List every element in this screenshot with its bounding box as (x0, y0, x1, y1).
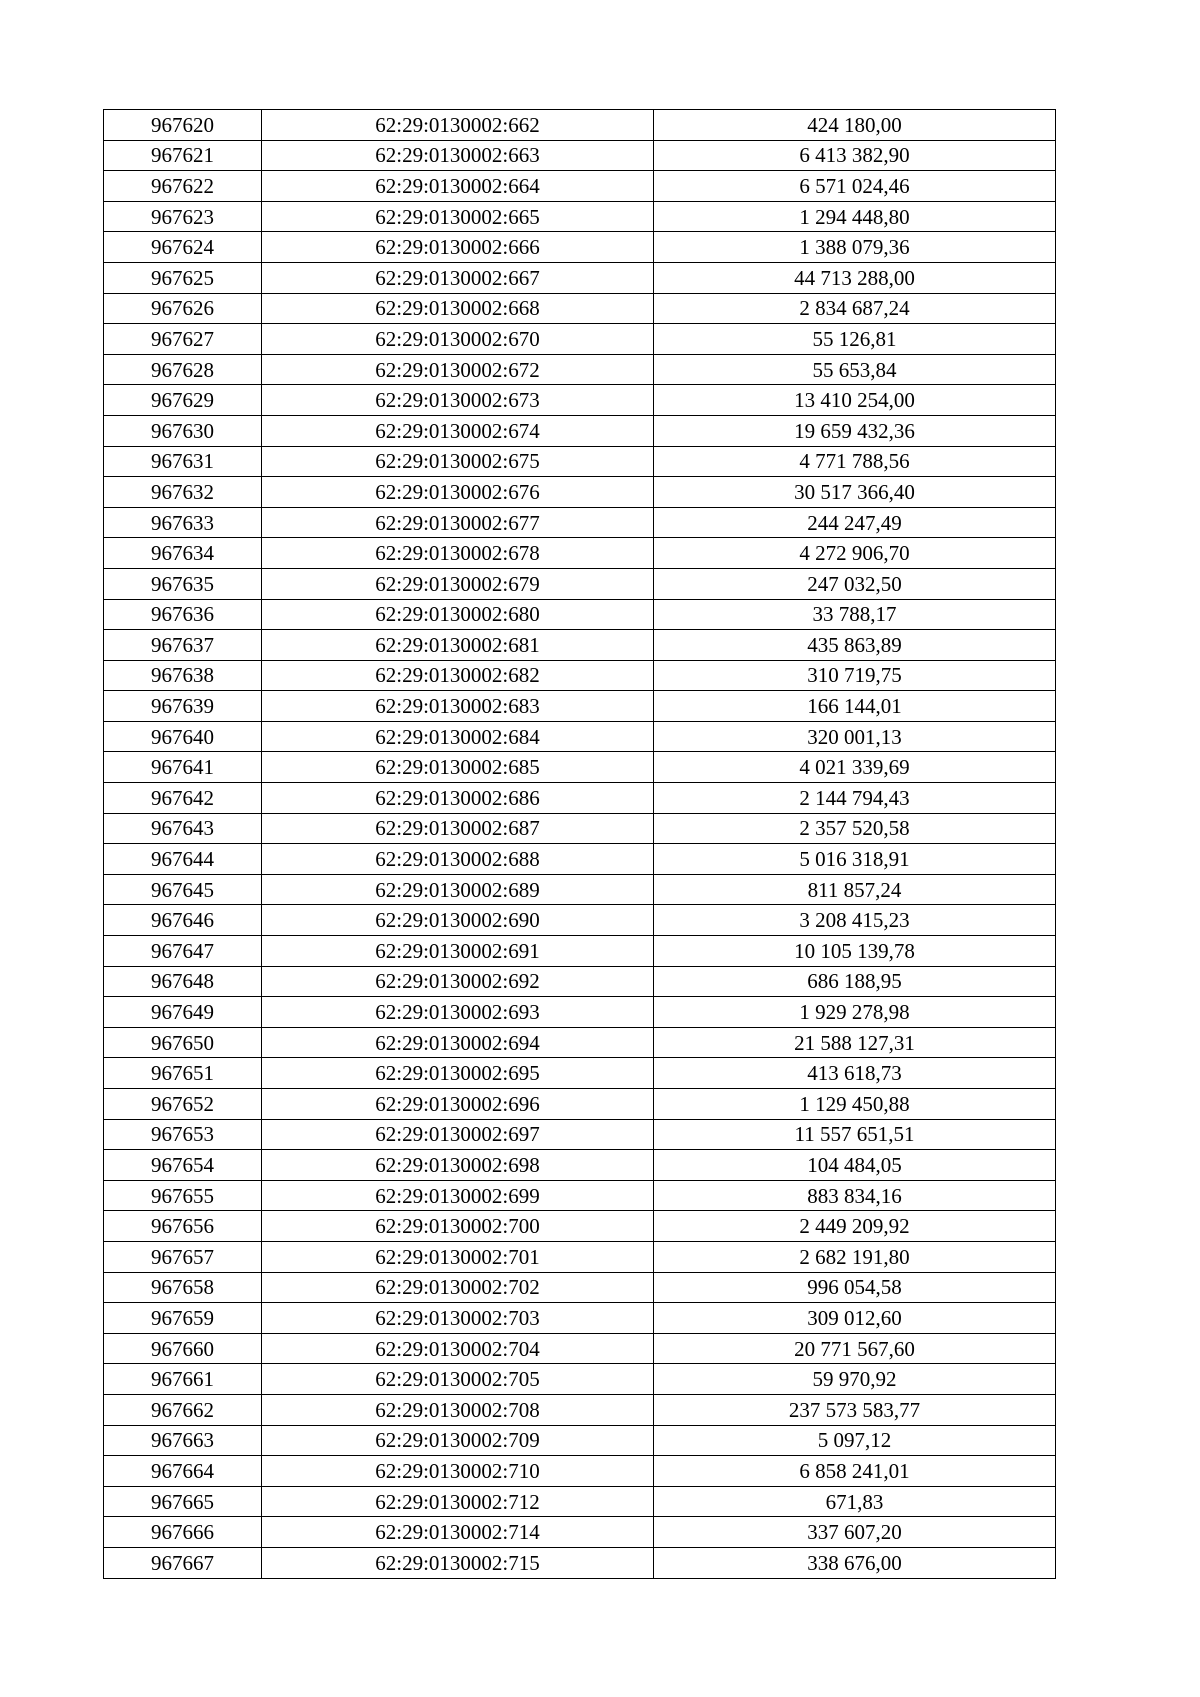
table-row (104, 630, 1056, 661)
row-number-cell: 967653 (104, 1119, 262, 1150)
cadastral-number-cell: 62:29:0130002:691 (262, 936, 654, 967)
cadastral-number-cell: 62:29:0130002:666 (262, 232, 654, 263)
row-number-cell: 967624 (104, 232, 262, 263)
cadastral-value-cell: 338 676,00 (654, 1547, 1056, 1578)
row-number-cell: 967627 (104, 324, 262, 355)
row-number-cell: 967622 (104, 171, 262, 202)
cadastral-value-table (103, 109, 1056, 1579)
row-number-cell: 967634 (104, 538, 262, 569)
table-row (104, 1058, 1056, 1089)
row-number-cell: 967655 (104, 1180, 262, 1211)
cadastral-number-cell: 62:29:0130002:678 (262, 538, 654, 569)
cadastral-number-cell: 62:29:0130002:708 (262, 1394, 654, 1425)
cadastral-number-cell: 62:29:0130002:692 (262, 966, 654, 997)
cadastral-value-cell: 59 970,92 (654, 1364, 1056, 1395)
cadastral-value-cell: 237 573 583,77 (654, 1394, 1056, 1425)
cadastral-value-cell: 337 607,20 (654, 1517, 1056, 1548)
table-row (104, 1119, 1056, 1150)
table-row (104, 1272, 1056, 1303)
cadastral-value-cell: 309 012,60 (654, 1303, 1056, 1334)
table-row (104, 446, 1056, 477)
row-number-cell: 967652 (104, 1089, 262, 1120)
row-number-cell: 967623 (104, 201, 262, 232)
cadastral-number-cell: 62:29:0130002:694 (262, 1027, 654, 1058)
table-row (104, 874, 1056, 905)
row-number-cell: 967631 (104, 446, 262, 477)
table-row (104, 813, 1056, 844)
row-number-cell: 967641 (104, 752, 262, 783)
cadastral-value-cell: 310 719,75 (654, 660, 1056, 691)
table-row (104, 936, 1056, 967)
table-row (104, 293, 1056, 324)
cadastral-number-cell: 62:29:0130002:700 (262, 1211, 654, 1242)
row-number-cell: 967642 (104, 783, 262, 814)
cadastral-value-cell: 4 021 339,69 (654, 752, 1056, 783)
row-number-cell: 967661 (104, 1364, 262, 1395)
table-row (104, 507, 1056, 538)
cadastral-number-cell: 62:29:0130002:676 (262, 477, 654, 508)
row-number-cell: 967621 (104, 140, 262, 171)
row-number-cell: 967640 (104, 721, 262, 752)
table-row (104, 415, 1056, 446)
cadastral-number-cell: 62:29:0130002:704 (262, 1333, 654, 1364)
row-number-cell: 967659 (104, 1303, 262, 1334)
table-row (104, 262, 1056, 293)
cadastral-number-cell: 62:29:0130002:670 (262, 324, 654, 355)
table-row (104, 1394, 1056, 1425)
row-number-cell: 967636 (104, 599, 262, 630)
table-row (104, 1364, 1056, 1395)
table-body (104, 110, 1056, 1579)
cadastral-number-cell: 62:29:0130002:710 (262, 1456, 654, 1487)
cadastral-value-cell: 104 484,05 (654, 1150, 1056, 1181)
row-number-cell: 967654 (104, 1150, 262, 1181)
table-row (104, 1456, 1056, 1487)
table-row (104, 324, 1056, 355)
cadastral-number-cell: 62:29:0130002:684 (262, 721, 654, 752)
table-row (104, 905, 1056, 936)
cadastral-number-cell: 62:29:0130002:665 (262, 201, 654, 232)
cadastral-number-cell: 62:29:0130002:705 (262, 1364, 654, 1395)
table-row (104, 1180, 1056, 1211)
table-row (104, 477, 1056, 508)
table-row (104, 201, 1056, 232)
cadastral-value-cell: 6 858 241,01 (654, 1456, 1056, 1487)
cadastral-value-cell: 5 097,12 (654, 1425, 1056, 1456)
cadastral-value-cell: 20 771 567,60 (654, 1333, 1056, 1364)
cadastral-number-cell: 62:29:0130002:667 (262, 262, 654, 293)
cadastral-value-cell: 424 180,00 (654, 110, 1056, 141)
cadastral-value-cell: 166 144,01 (654, 691, 1056, 722)
table-row (104, 1150, 1056, 1181)
cadastral-value-cell: 1 129 450,88 (654, 1089, 1056, 1120)
row-number-cell: 967648 (104, 966, 262, 997)
row-number-cell: 967644 (104, 844, 262, 875)
row-number-cell: 967651 (104, 1058, 262, 1089)
row-number-cell: 967628 (104, 354, 262, 385)
cadastral-number-cell: 62:29:0130002:715 (262, 1547, 654, 1578)
table-row (104, 110, 1056, 141)
cadastral-value-cell: 19 659 432,36 (654, 415, 1056, 446)
cadastral-number-cell: 62:29:0130002:689 (262, 874, 654, 905)
row-number-cell: 967638 (104, 660, 262, 691)
row-number-cell: 967658 (104, 1272, 262, 1303)
cadastral-value-cell: 30 517 366,40 (654, 477, 1056, 508)
cadastral-value-cell: 3 208 415,23 (654, 905, 1056, 936)
cadastral-number-cell: 62:29:0130002:696 (262, 1089, 654, 1120)
cadastral-value-cell: 2 682 191,80 (654, 1241, 1056, 1272)
cadastral-value-cell: 2 449 209,92 (654, 1211, 1056, 1242)
table-row (104, 783, 1056, 814)
cadastral-value-cell: 244 247,49 (654, 507, 1056, 538)
cadastral-value-cell: 2 357 520,58 (654, 813, 1056, 844)
cadastral-number-cell: 62:29:0130002:668 (262, 293, 654, 324)
cadastral-number-cell: 62:29:0130002:662 (262, 110, 654, 141)
row-number-cell: 967639 (104, 691, 262, 722)
cadastral-value-cell: 435 863,89 (654, 630, 1056, 661)
cadastral-value-cell: 11 557 651,51 (654, 1119, 1056, 1150)
cadastral-number-cell: 62:29:0130002:701 (262, 1241, 654, 1272)
row-number-cell: 967646 (104, 905, 262, 936)
cadastral-number-cell: 62:29:0130002:698 (262, 1150, 654, 1181)
cadastral-number-cell: 62:29:0130002:702 (262, 1272, 654, 1303)
row-number-cell: 967647 (104, 936, 262, 967)
cadastral-number-cell: 62:29:0130002:674 (262, 415, 654, 446)
row-number-cell: 967643 (104, 813, 262, 844)
cadastral-number-cell: 62:29:0130002:677 (262, 507, 654, 538)
row-number-cell: 967650 (104, 1027, 262, 1058)
cadastral-number-cell: 62:29:0130002:690 (262, 905, 654, 936)
table-row (104, 354, 1056, 385)
table-row (104, 1241, 1056, 1272)
row-number-cell: 967637 (104, 630, 262, 661)
cadastral-value-cell: 13 410 254,00 (654, 385, 1056, 416)
cadastral-value-cell: 6 571 024,46 (654, 171, 1056, 202)
table-row (104, 1303, 1056, 1334)
cadastral-number-cell: 62:29:0130002:688 (262, 844, 654, 875)
cadastral-value-cell: 55 126,81 (654, 324, 1056, 355)
cadastral-number-cell: 62:29:0130002:687 (262, 813, 654, 844)
table-row (104, 691, 1056, 722)
row-number-cell: 967657 (104, 1241, 262, 1272)
table-row (104, 752, 1056, 783)
table-row (104, 844, 1056, 875)
row-number-cell: 967630 (104, 415, 262, 446)
table-row (104, 966, 1056, 997)
table-row (104, 568, 1056, 599)
cadastral-value-cell: 686 188,95 (654, 966, 1056, 997)
cadastral-number-cell: 62:29:0130002:679 (262, 568, 654, 599)
table-row (104, 1333, 1056, 1364)
table-row (104, 1089, 1056, 1120)
row-number-cell: 967626 (104, 293, 262, 324)
row-number-cell: 967632 (104, 477, 262, 508)
row-number-cell: 967656 (104, 1211, 262, 1242)
row-number-cell: 967666 (104, 1517, 262, 1548)
cadastral-number-cell: 62:29:0130002:703 (262, 1303, 654, 1334)
cadastral-value-cell: 4 771 788,56 (654, 446, 1056, 477)
table-row (104, 1517, 1056, 1548)
table-row (104, 140, 1056, 171)
cadastral-value-cell: 10 105 139,78 (654, 936, 1056, 967)
cadastral-value-cell: 1 388 079,36 (654, 232, 1056, 263)
row-number-cell: 967665 (104, 1486, 262, 1517)
row-number-cell: 967660 (104, 1333, 262, 1364)
table-row (104, 538, 1056, 569)
cadastral-value-cell: 6 413 382,90 (654, 140, 1056, 171)
cadastral-number-cell: 62:29:0130002:672 (262, 354, 654, 385)
table-row (104, 721, 1056, 752)
cadastral-value-cell: 55 653,84 (654, 354, 1056, 385)
cadastral-number-cell: 62:29:0130002:697 (262, 1119, 654, 1150)
table-row (104, 1486, 1056, 1517)
table-row (104, 1425, 1056, 1456)
cadastral-value-cell: 5 016 318,91 (654, 844, 1056, 875)
cadastral-number-cell: 62:29:0130002:681 (262, 630, 654, 661)
row-number-cell: 967633 (104, 507, 262, 538)
cadastral-value-cell: 247 032,50 (654, 568, 1056, 599)
table-row (104, 1211, 1056, 1242)
cadastral-value-cell: 811 857,24 (654, 874, 1056, 905)
cadastral-value-cell: 2 834 687,24 (654, 293, 1056, 324)
cadastral-number-cell: 62:29:0130002:699 (262, 1180, 654, 1211)
cadastral-value-cell: 2 144 794,43 (654, 783, 1056, 814)
cadastral-value-cell: 883 834,16 (654, 1180, 1056, 1211)
cadastral-number-cell: 62:29:0130002:685 (262, 752, 654, 783)
cadastral-value-cell: 44 713 288,00 (654, 262, 1056, 293)
cadastral-number-cell: 62:29:0130002:695 (262, 1058, 654, 1089)
table-row (104, 1547, 1056, 1578)
row-number-cell: 967620 (104, 110, 262, 141)
cadastral-value-cell: 4 272 906,70 (654, 538, 1056, 569)
table-row (104, 997, 1056, 1028)
cadastral-number-cell: 62:29:0130002:682 (262, 660, 654, 691)
table-row (104, 1027, 1056, 1058)
cadastral-value-cell: 671,83 (654, 1486, 1056, 1517)
cadastral-number-cell: 62:29:0130002:680 (262, 599, 654, 630)
cadastral-number-cell: 62:29:0130002:673 (262, 385, 654, 416)
cadastral-number-cell: 62:29:0130002:683 (262, 691, 654, 722)
cadastral-value-cell: 1 929 278,98 (654, 997, 1056, 1028)
cadastral-value-cell: 413 618,73 (654, 1058, 1056, 1089)
row-number-cell: 967645 (104, 874, 262, 905)
cadastral-number-cell: 62:29:0130002:663 (262, 140, 654, 171)
cadastral-number-cell: 62:29:0130002:714 (262, 1517, 654, 1548)
row-number-cell: 967635 (104, 568, 262, 599)
row-number-cell: 967629 (104, 385, 262, 416)
table-row (104, 232, 1056, 263)
row-number-cell: 967663 (104, 1425, 262, 1456)
cadastral-number-cell: 62:29:0130002:693 (262, 997, 654, 1028)
row-number-cell: 967662 (104, 1394, 262, 1425)
row-number-cell: 967649 (104, 997, 262, 1028)
cadastral-number-cell: 62:29:0130002:709 (262, 1425, 654, 1456)
cadastral-number-cell: 62:29:0130002:675 (262, 446, 654, 477)
cadastral-number-cell: 62:29:0130002:664 (262, 171, 654, 202)
cadastral-number-cell: 62:29:0130002:686 (262, 783, 654, 814)
cadastral-value-cell: 996 054,58 (654, 1272, 1056, 1303)
cadastral-value-cell: 1 294 448,80 (654, 201, 1056, 232)
row-number-cell: 967664 (104, 1456, 262, 1487)
cadastral-value-cell: 320 001,13 (654, 721, 1056, 752)
cadastral-number-cell: 62:29:0130002:712 (262, 1486, 654, 1517)
table-row (104, 385, 1056, 416)
table-row (104, 599, 1056, 630)
row-number-cell: 967625 (104, 262, 262, 293)
cadastral-value-cell: 21 588 127,31 (654, 1027, 1056, 1058)
table-row (104, 660, 1056, 691)
row-number-cell: 967667 (104, 1547, 262, 1578)
table-row (104, 171, 1056, 202)
cadastral-value-cell: 33 788,17 (654, 599, 1056, 630)
